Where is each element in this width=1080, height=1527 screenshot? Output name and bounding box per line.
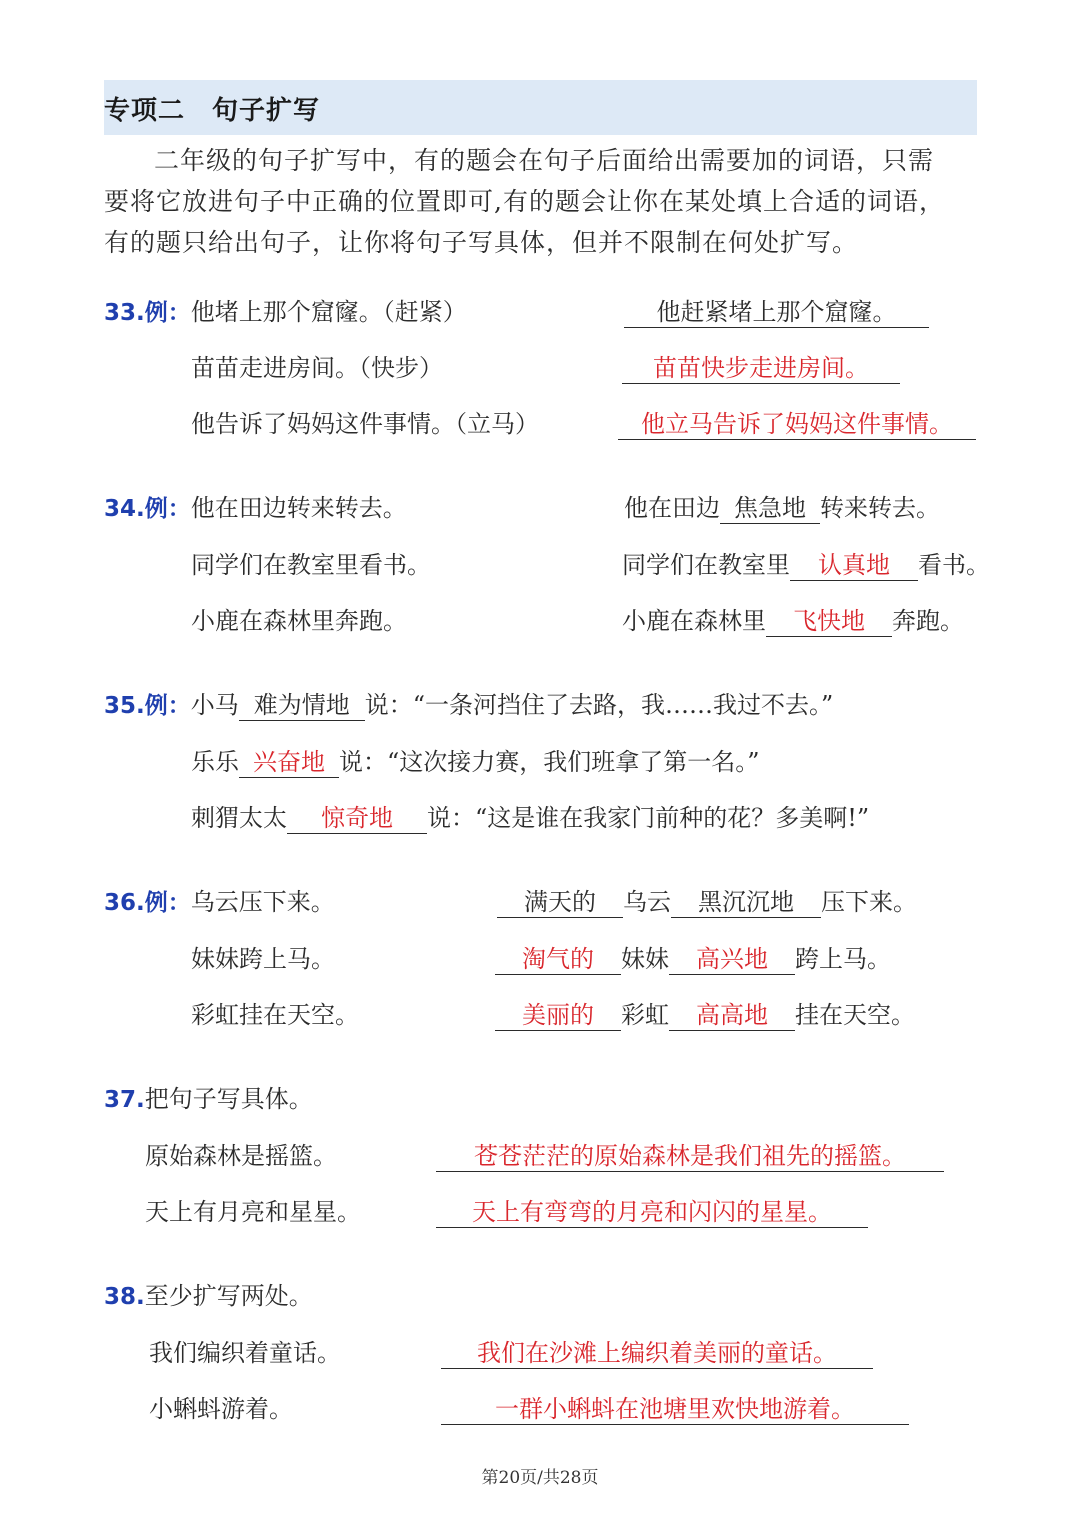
question-number: 38.	[104, 1284, 145, 1310]
answer-suffix: 奔跑。	[892, 607, 964, 635]
q36-example-row	[104, 885, 335, 920]
q34-answer-2	[622, 548, 990, 582]
answer-line: 他立马告诉了妈妈这件事情。	[618, 409, 976, 440]
question-number: 37.	[104, 1087, 145, 1113]
page-number: 第20页/共28页	[481, 1468, 599, 1488]
fill-blank: 难为情地	[239, 690, 365, 721]
example-tag: 例：	[144, 496, 191, 522]
q38-sentence-1: 我们编织着童话。	[149, 1339, 341, 1367]
q33-example-answer	[624, 295, 929, 329]
q37-answer-2-wrap	[436, 1195, 868, 1229]
fill-blank: 满天的	[497, 887, 623, 918]
q34-example-row	[104, 491, 407, 526]
q34-example-answer	[624, 491, 940, 525]
q36-sentence-3: 彩虹挂在天空。	[191, 1001, 359, 1029]
q35-row-3	[191, 801, 869, 835]
intro-line-2: 要将它放进句子中正确的位置即可,有的题会让你在某处填上合适的词语，	[104, 187, 945, 216]
answer-middle: 乌云	[623, 888, 671, 916]
q38-heading	[104, 1279, 313, 1314]
q37-sentence-2: 天上有月亮和星星。	[145, 1198, 361, 1226]
answer-suffix: 说：“一条河挡住了去路，我……我过不去。”	[364, 691, 834, 719]
q36-example-answer	[497, 885, 917, 919]
answer-line: 苍苍茫茫的原始森林是我们祖先的摇篮。	[436, 1141, 944, 1172]
answer-middle: 妹妹	[621, 945, 669, 973]
question-title: 至少扩写两处。	[144, 1282, 313, 1310]
q37-sentence-1: 原始森林是摇篮。	[145, 1142, 337, 1170]
fill-blank: 兴奋地	[239, 747, 339, 778]
q38-answer-1-wrap	[441, 1336, 873, 1370]
intro-line-1: 二年级的句子扩写中，有的题会在句子后面给出需要加的词语，只需	[154, 146, 935, 175]
fill-blank: 焦急地	[720, 493, 820, 524]
answer-suffix: 说：“这是谁在我家门前种的花？多美啊!”	[427, 804, 870, 832]
q37-answer-1-wrap	[436, 1139, 944, 1173]
q33-sentence-3: 他告诉了妈妈这件事情。（立马）	[191, 410, 539, 438]
q36-sentence-2: 妹妹跨上马。	[191, 945, 335, 973]
fill-blank: 飞快地	[766, 606, 892, 637]
fill-blank: 美丽的	[495, 1000, 621, 1031]
answer-prefix: 刺猬太太	[191, 804, 287, 832]
fill-blank: 高高地	[669, 1000, 795, 1031]
example-sentence: 他堵上那个窟窿。（赶紧）	[190, 298, 467, 326]
question-number: 34.	[104, 496, 145, 522]
q36-answer-3	[495, 998, 915, 1032]
answer-line: 我们在沙滩上编织着美丽的童话。	[441, 1338, 873, 1369]
q33-answer-3-wrap	[618, 407, 976, 441]
q33-sentence-2: 苗苗走进房间。（快步）	[191, 354, 443, 382]
answer-line: 天上有弯弯的月亮和闪闪的星星。	[436, 1197, 868, 1228]
question-number: 36.	[104, 890, 145, 916]
fill-blank: 淘气的	[495, 944, 621, 975]
q34-answer-3	[622, 604, 964, 638]
answer-line: 苗苗快步走进房间。	[622, 353, 900, 384]
answer-line: 他赶紧堵上那个窟窿。	[624, 297, 929, 328]
answer-prefix: 小马	[190, 691, 239, 719]
example-sentence: 他在田边转来转去。	[190, 494, 407, 522]
answer-suffix: 看书。	[918, 551, 990, 579]
example-sentence: 乌云压下来。	[190, 888, 335, 916]
q33-answer-2-wrap	[622, 351, 900, 385]
section-title: 专项二 句子扩写	[104, 96, 321, 126]
intro-line-3: 有的题只给出句子，让你将句子写具体，但并不限制在何处扩写。	[104, 228, 859, 257]
q35-row-2	[191, 745, 760, 779]
fill-blank: 高兴地	[669, 944, 795, 975]
example-tag: 例：	[144, 693, 191, 719]
fill-blank: 惊奇地	[287, 803, 427, 834]
answer-suffix: 说：“这次接力赛，我们班拿了第一名。”	[339, 748, 760, 776]
answer-line: 一群小蝌蚪在池塘里欢快地游着。	[441, 1394, 909, 1425]
question-number: 33.	[104, 300, 145, 326]
answer-middle: 彩虹	[621, 1001, 669, 1029]
answer-suffix: 压下来。	[821, 888, 917, 916]
q35-example-row	[104, 688, 833, 723]
answer-prefix: 他在田边	[624, 494, 720, 522]
question-title: 把句子写具体。	[144, 1085, 313, 1113]
q34-sentence-3: 小鹿在森林里奔跑。	[191, 607, 407, 635]
q38-answer-2-wrap	[441, 1392, 909, 1426]
intro-paragraph	[104, 140, 978, 263]
answer-prefix: 同学们在教室里	[622, 551, 790, 579]
example-tag: 例：	[144, 300, 191, 326]
answer-suffix: 挂在天空。	[795, 1001, 915, 1029]
answer-prefix: 小鹿在森林里	[622, 607, 766, 635]
q38-sentence-2: 小蝌蚪游着。	[149, 1395, 293, 1423]
q36-answer-2	[495, 942, 891, 976]
fill-blank: 认真地	[790, 550, 918, 581]
q37-heading	[104, 1082, 313, 1117]
answer-suffix: 跨上马。	[795, 945, 891, 973]
answer-suffix: 转来转去。	[820, 494, 940, 522]
answer-prefix: 乐乐	[191, 748, 239, 776]
example-tag: 例：	[144, 890, 191, 916]
q33-example-row	[104, 295, 467, 330]
fill-blank: 黑沉沉地	[671, 887, 821, 918]
q34-sentence-2: 同学们在教室里看书。	[191, 551, 431, 579]
question-number: 35.	[104, 693, 145, 719]
